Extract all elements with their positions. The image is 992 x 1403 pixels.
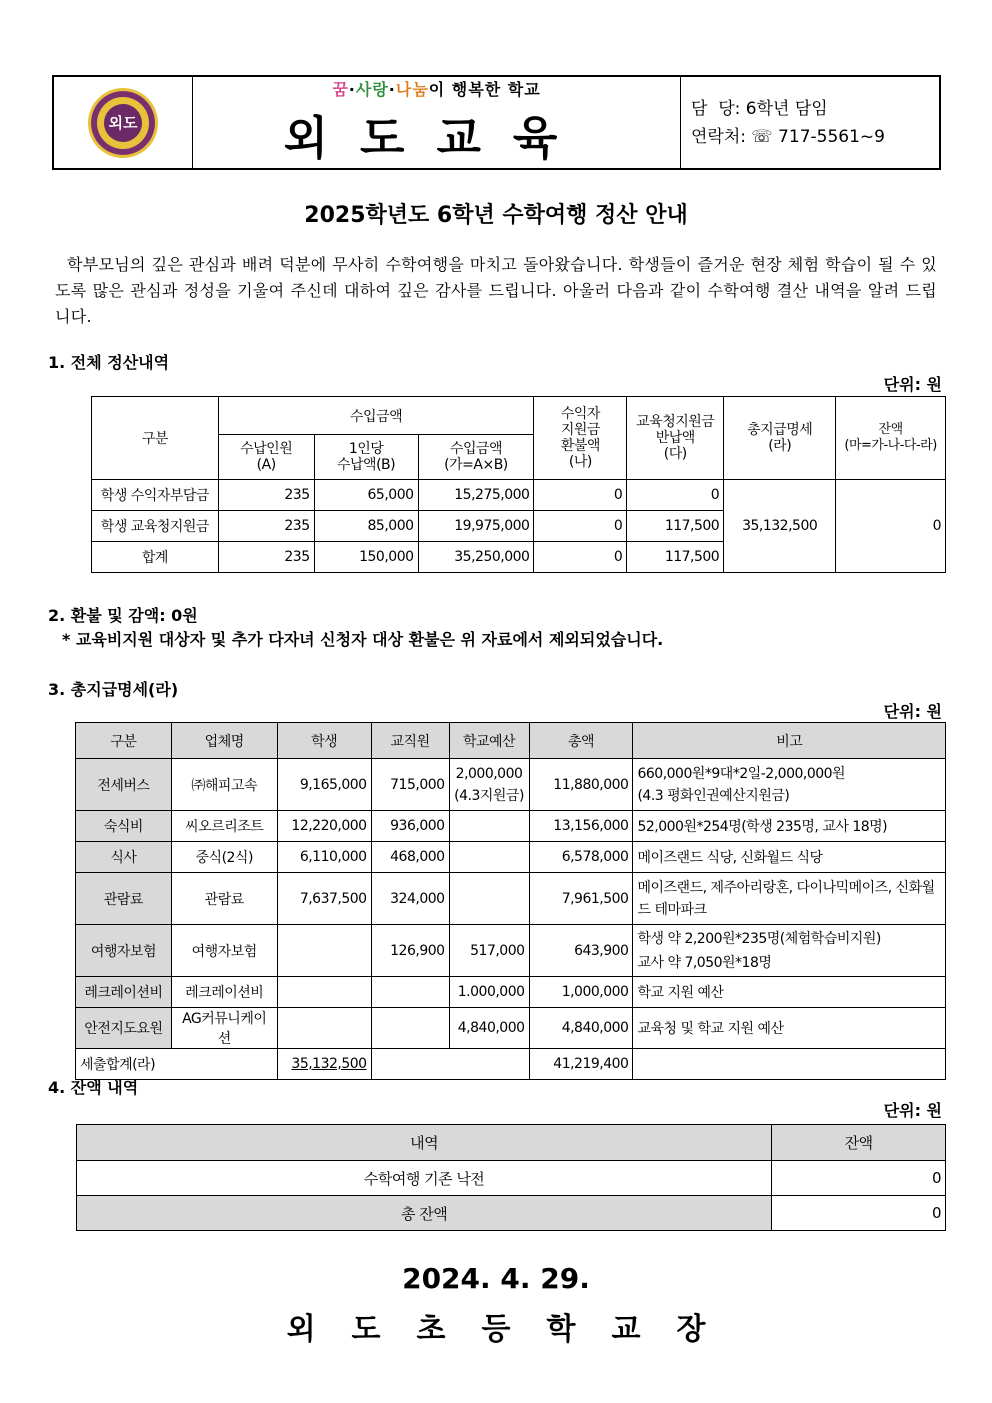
row-student xyxy=(277,925,371,977)
row-note: 학생 약 2,200원*235명(체험학습비지원) 교사 약 7,050원*18명 xyxy=(633,925,946,977)
row-note: 메이즈랜드 식당, 신화월드 식당 xyxy=(633,842,946,873)
row-category: 합계 xyxy=(92,542,219,573)
balance-value: 0 xyxy=(836,480,946,573)
header-student: 학생 xyxy=(277,723,371,759)
row-office: 0 xyxy=(627,480,724,511)
header-note: 비고 xyxy=(633,723,946,759)
row-staff: 468,000 xyxy=(371,842,449,873)
section3-heading: 3. 총지급명세(라) xyxy=(48,680,179,699)
balance-table xyxy=(76,1124,946,1231)
row-staff xyxy=(371,977,449,1008)
row-per-person: 85,000 xyxy=(314,511,418,542)
table-sum-row xyxy=(76,1049,946,1080)
row-category: 학생 교육청지원금 xyxy=(92,511,219,542)
row-item: 총 잔액 xyxy=(77,1196,772,1231)
row-vendor: 여행자보험 xyxy=(171,925,277,977)
unit-label: 단위: 원 xyxy=(883,1101,942,1120)
row-school-budget xyxy=(449,811,529,842)
header-interest-refund: 수익자 지원금 환불액 (나) xyxy=(534,397,627,480)
section2-heading: 2. 환불 및 감액: 0원 xyxy=(48,606,198,625)
contact-phone: 연락처: ☏ 717-5561~9 xyxy=(691,126,885,147)
row-interest: 0 xyxy=(534,511,627,542)
row-note: 메이즈랜드, 제주아리랑혼, 다이나믹메이즈, 신화월드 테마파크 xyxy=(633,873,946,925)
contact-info xyxy=(681,76,941,169)
row-staff: 126,900 xyxy=(371,925,449,977)
row-student xyxy=(277,1008,371,1049)
row-vendor: 레크레이션비 xyxy=(171,977,277,1008)
row-school-budget: 4,840,000 xyxy=(449,1008,529,1049)
row-category: 전세버스 xyxy=(76,759,172,811)
sum-student: 35,132,500 xyxy=(291,1056,367,1072)
row-per-person: 150,000 xyxy=(314,542,418,573)
row-category: 관람료 xyxy=(76,873,172,925)
row-total: 1,000,000 xyxy=(529,977,633,1008)
row-vendor: 중식(2식) xyxy=(171,842,277,873)
masthead-title: 외도교육 xyxy=(283,111,590,165)
row-school-budget xyxy=(449,842,529,873)
row-total: 7,961,500 xyxy=(529,873,633,925)
row-note: 교육청 및 학교 지원 예산 xyxy=(633,1008,946,1049)
header-staff: 교직원 xyxy=(371,723,449,759)
header-item: 내역 xyxy=(77,1125,772,1161)
header-per-person: 1인당 수납액(B) xyxy=(314,435,418,480)
intro-paragraph: 학부모님의 깊은 관심과 배려 덕분에 무사히 수학여행을 마치고 돌아왔습니다. 학생들이 즐거운 현장 체험 학습이 될 수 있도록 많은 관심과 정성을 기울여 주신데 대하여 깊은 감사를 드립니다. 아울러 다음과 같이 수학여행 결산 내역을 알려 드립니다. xyxy=(55,255,937,326)
row-payers: 235 xyxy=(218,542,314,573)
row-note: 52,000원*254명(학생 235명, 교사 18명) xyxy=(633,811,946,842)
row-total: 643,900 xyxy=(529,925,633,977)
header-office-return: 교육청지원금 반납액 (다) xyxy=(627,397,724,480)
row-student xyxy=(277,977,371,1008)
row-category: 여행자보험 xyxy=(76,925,172,977)
document-date: 2024. 4. 29. xyxy=(402,1262,590,1295)
settlement-table xyxy=(91,396,946,573)
header-income-amount: 수입금액 (가=A×B) xyxy=(418,435,534,480)
row-vendor: 씨오르리조트 xyxy=(171,811,277,842)
table-row xyxy=(76,925,946,977)
school-motto: 꿈·사랑·나눔이 행복한 학교 xyxy=(332,80,541,99)
row-vendor: ㈜해피고속 xyxy=(171,759,277,811)
row-vendor: AG커뮤니케이션 xyxy=(171,1008,277,1049)
row-category: 식사 xyxy=(76,842,172,873)
section1-heading: 1. 전체 정산내역 xyxy=(48,353,170,372)
table-row xyxy=(76,977,946,1008)
header-balance: 잔액 (마=가-나-다-라) xyxy=(836,397,946,480)
row-student: 6,110,000 xyxy=(277,842,371,873)
row-student: 7,637,500 xyxy=(277,873,371,925)
row-total: 13,156,000 xyxy=(529,811,633,842)
refund-note: * 교육비지원 대상자 및 추가 다자녀 신청자 대상 환불은 위 자료에서 제외되었습니다. xyxy=(62,630,664,649)
row-office: 117,500 xyxy=(627,511,724,542)
row-school-budget: 2,000,000 (4.3지원금) xyxy=(449,759,529,811)
row-student: 12,220,000 xyxy=(277,811,371,842)
row-staff: 715,000 xyxy=(371,759,449,811)
row-note: 학교 지원 예산 xyxy=(633,977,946,1008)
contact-person: 담 당: 6학년 담임 xyxy=(691,98,828,119)
row-category: 숙식비 xyxy=(76,811,172,842)
row-category: 학생 수익자부담금 xyxy=(92,480,219,511)
row-category: 레크레이션비 xyxy=(76,977,172,1008)
total-spent-value: 35,132,500 xyxy=(724,480,836,573)
unit-label: 단위: 원 xyxy=(883,375,942,394)
row-interest: 0 xyxy=(534,480,627,511)
signature: 외도초등학교장 xyxy=(286,1312,742,1347)
row-per-person: 65,000 xyxy=(314,480,418,511)
row-payers: 235 xyxy=(218,511,314,542)
header-amount: 잔액 xyxy=(772,1125,946,1161)
row-payers: 235 xyxy=(218,480,314,511)
unit-label: 단위: 원 xyxy=(883,702,942,721)
row-note: 660,000원*9대*2일-2,000,000원 (4.3 평화인권예산지원금) xyxy=(633,759,946,811)
table-row xyxy=(92,480,946,511)
table-row xyxy=(76,1008,946,1049)
header-payers: 수납인원 (A) xyxy=(218,435,314,480)
table-row xyxy=(76,759,946,811)
sum-label: 세출합계(라) xyxy=(76,1049,278,1080)
section4-heading: 4. 잔액 내역 xyxy=(48,1078,139,1097)
sum-total: 41,219,400 xyxy=(529,1049,633,1080)
expense-table xyxy=(75,722,946,1080)
table-row xyxy=(76,811,946,842)
header-total-spent: 총지급명세 (라) xyxy=(724,397,836,480)
masthead-cell xyxy=(193,76,681,169)
row-school-budget xyxy=(449,873,529,925)
table-row xyxy=(77,1196,946,1231)
school-seal-icon: 외도 xyxy=(88,88,158,158)
row-office: 117,500 xyxy=(627,542,724,573)
row-category: 안전지도요원 xyxy=(76,1008,172,1049)
school-seal-cell xyxy=(53,76,193,169)
row-total: 4,840,000 xyxy=(529,1008,633,1049)
row-vendor: 관람료 xyxy=(171,873,277,925)
row-amount: 0 xyxy=(772,1196,946,1231)
table-header-row xyxy=(77,1125,946,1161)
row-income: 35,250,000 xyxy=(418,542,534,573)
row-staff: 936,000 xyxy=(371,811,449,842)
row-total: 11,880,000 xyxy=(529,759,633,811)
row-school-budget: 517,000 xyxy=(449,925,529,977)
table-header-row xyxy=(76,723,946,759)
row-staff xyxy=(371,1008,449,1049)
row-income: 19,975,000 xyxy=(418,511,534,542)
table-row xyxy=(77,1161,946,1196)
row-school-budget: 1.000,000 xyxy=(449,977,529,1008)
header-category: 구분 xyxy=(76,723,172,759)
header-box xyxy=(52,75,941,170)
header-vendor: 업체명 xyxy=(171,723,277,759)
row-interest: 0 xyxy=(534,542,627,573)
table-row xyxy=(76,873,946,925)
row-staff: 324,000 xyxy=(371,873,449,925)
row-item: 수학여행 기존 낙전 xyxy=(77,1161,772,1196)
row-student: 9,165,000 xyxy=(277,759,371,811)
header-school-budget: 학교예산 xyxy=(449,723,529,759)
document-title: 2025학년도 6학년 수학여행 정산 안내 xyxy=(304,203,688,228)
row-income: 15,275,000 xyxy=(418,480,534,511)
header-income: 수입금액 xyxy=(218,397,534,435)
header-total: 총액 xyxy=(529,723,633,759)
table-row xyxy=(76,842,946,873)
header-category: 구분 xyxy=(92,397,219,480)
row-amount: 0 xyxy=(772,1161,946,1196)
row-total: 6,578,000 xyxy=(529,842,633,873)
